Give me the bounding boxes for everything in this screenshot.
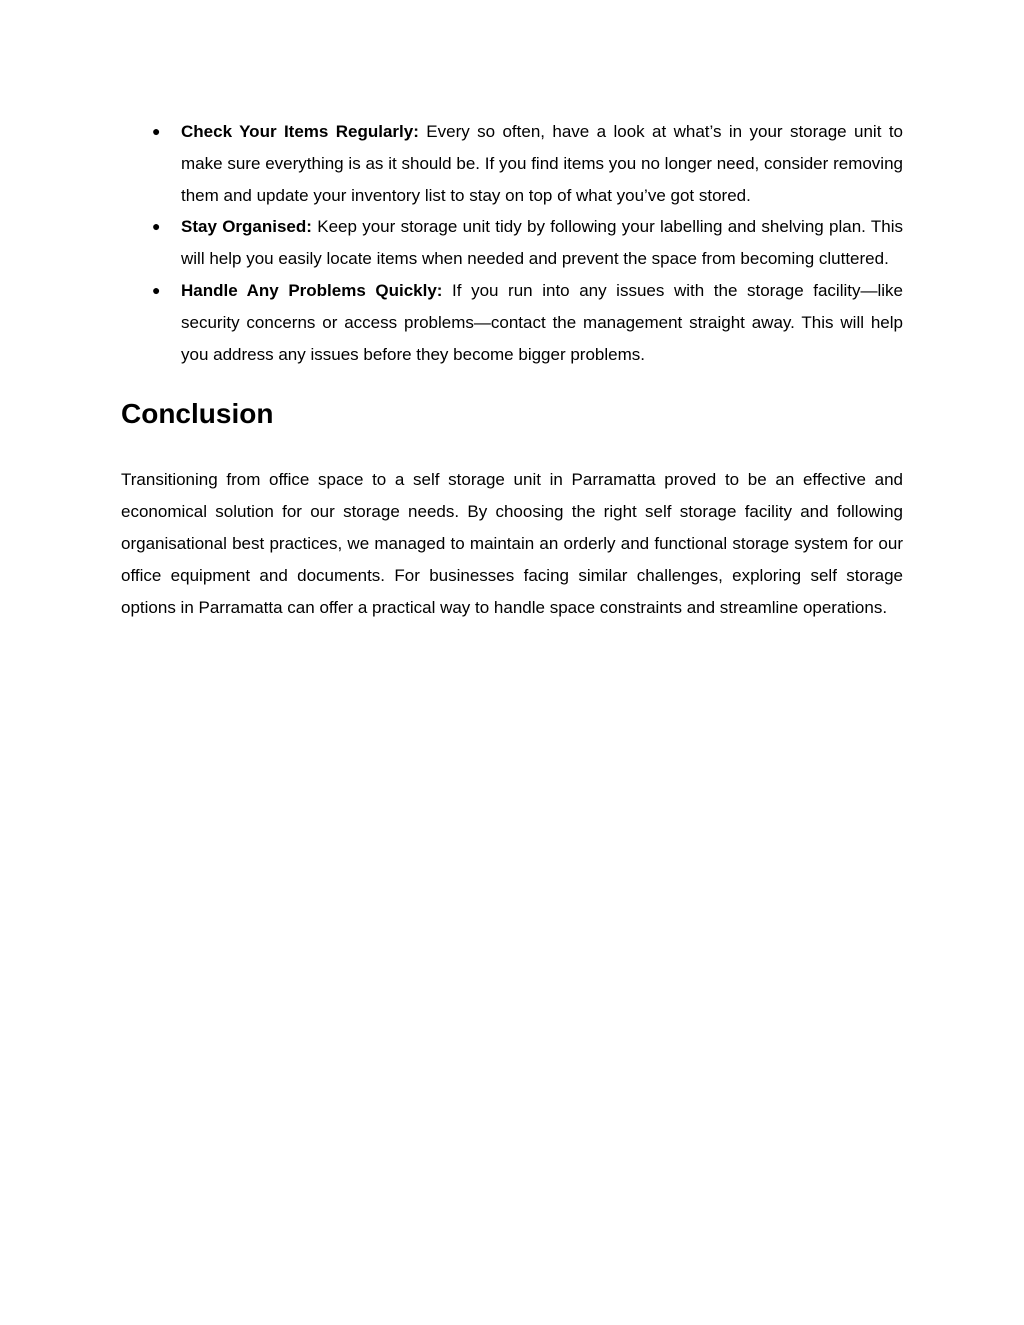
tip-lead: Handle Any Problems Quickly: [181, 280, 443, 300]
tip-text: If you run into any issues with the storage facility—like security concerns or access problems—contact the management straight away. This will help you address any issues before they become bigger problems. [181, 280, 903, 364]
tip-lead: Check Your Items Regularly: [181, 122, 419, 141]
tip-text: Keep your storage unit tidy by following your labelling and shelving plan. This will help you easily locate items when needed and prevent the space from becoming cluttered. [181, 217, 903, 269]
conclusion-paragraph: Transitioning from office space to a self storage unit in Parramatta proved to be an effective and economical solution for our storage needs. By choosing the right self storage facility and following organisational best practices, we managed to maintain an orderly and functional storage system for our office equipment and documents. For businesses facing similar challenges, exploring self storage options in Parramatta can offer a practical way to handle space constraints and streamline operations. [121, 470, 903, 617]
document-content [121, 116, 903, 623]
bullet-icon: ● [152, 281, 161, 298]
list-item [152, 275, 903, 370]
tip-text: Every so often, have a look at what’s in your storage unit to make sure everything is as it should be. If you find items you no longer need, consider removing them and update your inventory list to stay on top of what you’ve got stored. [181, 122, 903, 205]
bullet-icon: ● [152, 123, 161, 139]
conclusion-heading: Conclusion [121, 398, 274, 430]
tip-lead: Stay Organised: [181, 217, 312, 237]
tips-list [121, 116, 903, 370]
list-item [152, 211, 903, 275]
list-item [152, 116, 903, 211]
bullet-icon: ● [152, 218, 161, 235]
